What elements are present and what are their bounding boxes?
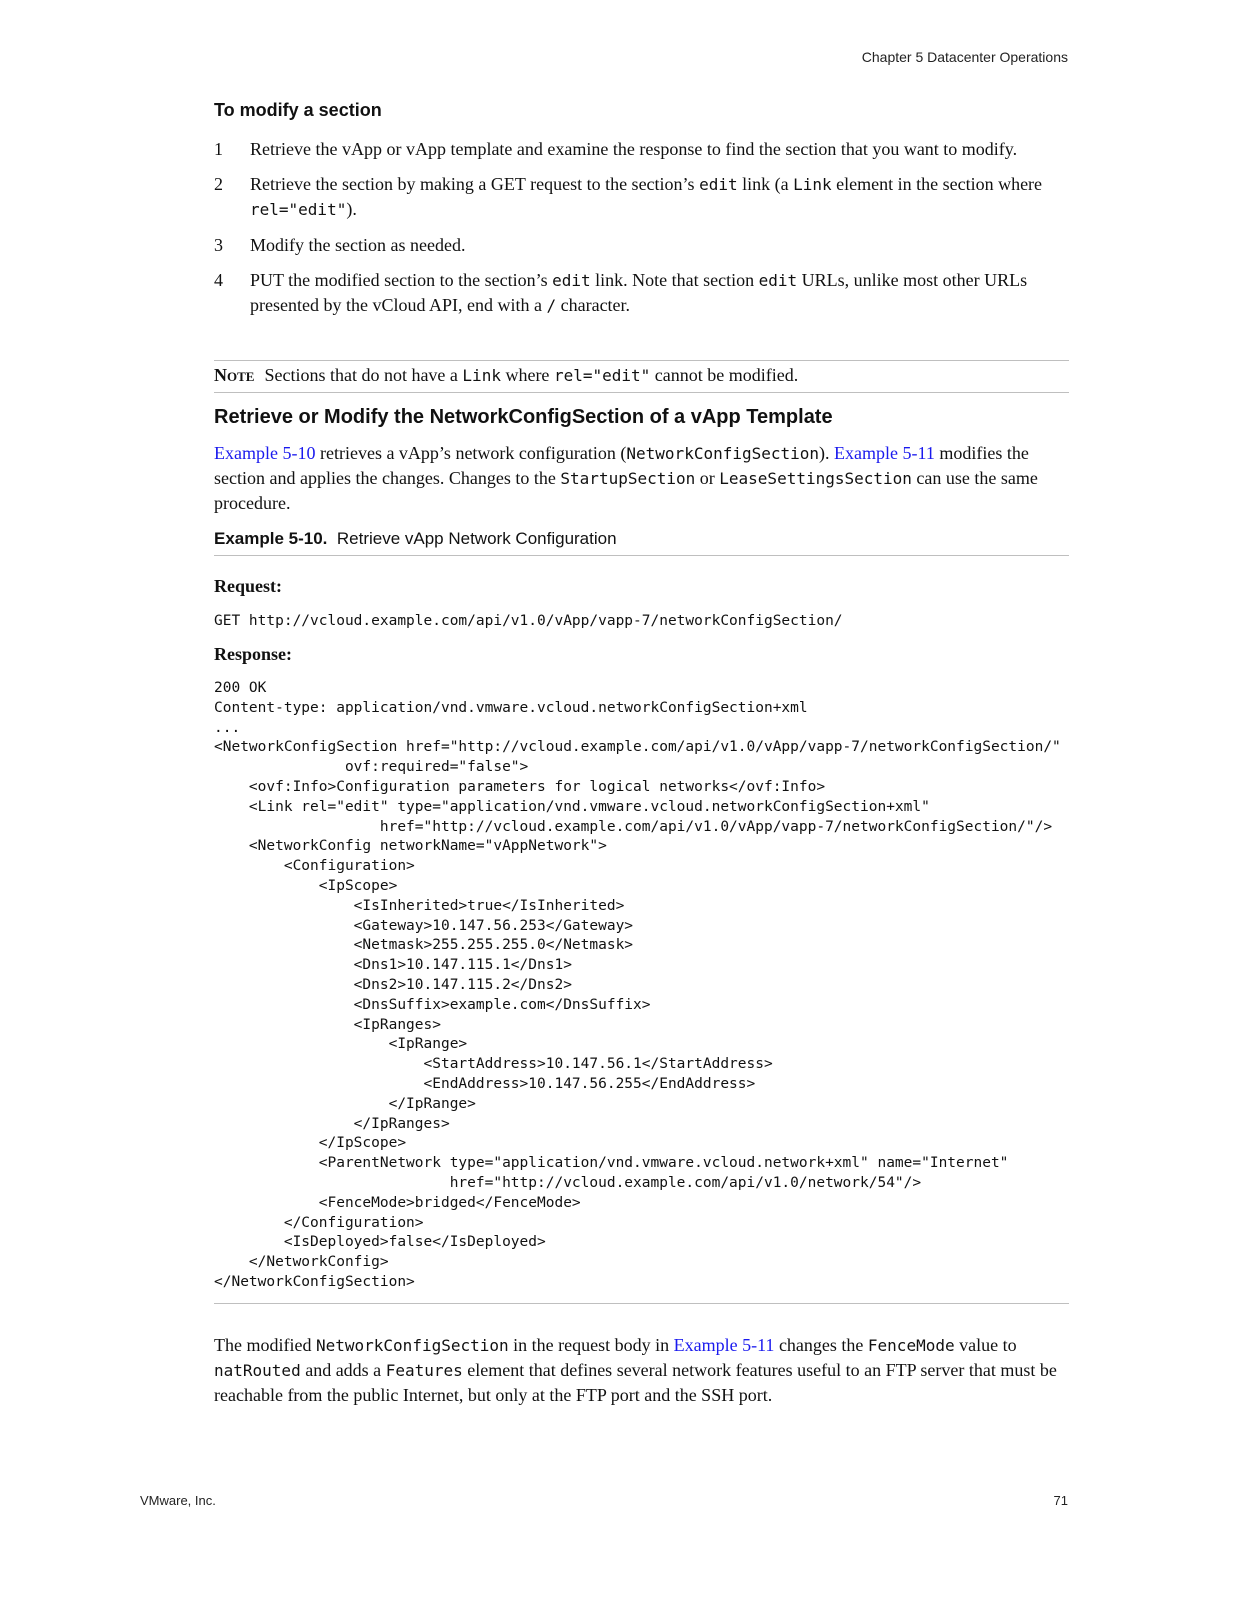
step-4 (214, 268, 1069, 318)
step-2 (214, 172, 1069, 222)
step-text: element in the section where (831, 174, 1043, 194)
intro-text: or (695, 468, 720, 488)
step-text: Retrieve the section by making a GET request to the section’s (250, 174, 700, 194)
step-text: PUT the modified section to the section’s (250, 270, 553, 290)
closing-paragraph (214, 1333, 1069, 1407)
step-1 (214, 137, 1069, 161)
inline-code: Features (385, 1361, 463, 1380)
request-code: GET http://vcloud.example.com/api/v1.0/vApp/vapp-7/networkConfigSection/ (214, 613, 843, 629)
intro-text: retrieves a vApp’s network configuration ( (315, 443, 627, 463)
intro-text: can use the same procedure. (214, 468, 1038, 513)
inline-code: rel="edit" (250, 200, 347, 219)
example-caption: Retrieve vApp Network Configuration (336, 529, 617, 548)
section-intro (214, 441, 1069, 515)
request-label (214, 576, 1069, 597)
closing-text: value to (954, 1335, 1017, 1355)
step-3 (214, 233, 1069, 257)
example-5-11-link[interactable]: Example 5-11 (834, 443, 935, 463)
request-block (214, 612, 1069, 632)
response-block (214, 679, 1069, 1293)
step-number: 1 (214, 139, 223, 159)
step-text: link (a (737, 174, 794, 194)
inline-code: edit (758, 271, 798, 290)
intro-paragraph (214, 441, 1069, 515)
step-text: character. (556, 295, 631, 315)
response-label-text: Response: (214, 644, 293, 664)
response-code: 200 OK Content-type: application/vnd.vmware.vcloud.networkConfigSection+xml ... <NetworkConfigSection href="http://vcloud.example.com/api/v1.0/vApp/vapp-7/networkConfigSection/" ovf:required="false"> <ovf:Info>Configuration parameters for logical networks</ovf:Info> <Link rel="edit" type="application/vnd.vmware.vcloud.networkConfigSection+xml" href="http://vcloud.example.com/api/v1.0/vApp/vapp-7/networkConfigSection/"/> <NetworkConfig networkName="vAppNetwork"> <Configuration> <IpScope> <IsInherited>true</IsInherited> <Gateway>10.147.56.253</Gateway> <Netmask>255.255.255.0</Netmask> <Dns1>10.147.115.1</Dns1> <Dns2>10.147.115.2</Dns2> <DnsSuffix>example.com</DnsSuffix> <IpRanges> <IpRange> <StartAddress>10.147.56.1</StartAddress> <EndAddress>10.147.56.255</EndAddress> </IpRange> </IpRanges> </IpScope> <ParentNetwork type="application/vnd.vmware.vcloud.network+xml" name="Internet" href="http://vcloud.example.com/api/v1.0/network/54"/> <FenceMode>bridged</FenceMode> </Configuration> <IsDeployed>false</IsDeployed> </NetworkConfig> </NetworkConfigSection> (214, 680, 1061, 1290)
note-text: where (500, 365, 554, 385)
page-number: 71 (1053, 1493, 1068, 1508)
step-number: 2 (214, 174, 223, 194)
closing-text: element that defines several network features useful to an FTP server that must be reachable from the public Internet, but only at the FTP port and the SSH port. (214, 1360, 1057, 1405)
inline-code: natRouted (214, 1361, 301, 1380)
step-text: ). (346, 199, 357, 219)
inline-code: NetworkConfigSection (626, 444, 820, 463)
closing-text: in the request body in (508, 1335, 674, 1355)
inline-code: NetworkConfigSection (315, 1336, 509, 1355)
example-title (214, 529, 1069, 556)
response-label (214, 644, 1069, 665)
inline-code: edit (699, 175, 738, 194)
inline-code: edit (552, 271, 591, 290)
note-text: cannot be modified. (650, 365, 799, 385)
closing-text: changes the (774, 1335, 868, 1355)
inline-code: Link (793, 175, 832, 194)
request-label-text: Request: (214, 576, 282, 596)
running-header: Chapter 5 Datacenter Operations (861, 49, 1068, 65)
example-end-rule (214, 1303, 1069, 1304)
step-text: link. Note that section (590, 270, 759, 290)
step-text: URLs, unlike most other URLs presented by the vCloud API, end with a (250, 270, 1028, 315)
procedure-heading: To modify a section (214, 100, 382, 120)
intro-text: ). (819, 443, 835, 463)
procedure-steps (214, 137, 1069, 329)
example-5-11-link[interactable]: Example 5-11 (673, 1335, 775, 1355)
note-box (214, 360, 1069, 393)
footer-company: VMware, Inc. (140, 1493, 216, 1508)
closing-text: The modified (214, 1335, 316, 1355)
inline-code: Link (462, 366, 501, 385)
intro-text: modifies the section and applies the changes. Changes to the (214, 443, 1029, 488)
step-text: Modify the section as needed. (250, 235, 466, 255)
example-5-10-link[interactable]: Example 5-10 (214, 443, 316, 463)
step-number: 3 (214, 235, 223, 255)
step-text: Retrieve the vApp or vApp template and examine the response to find the section that you want to modify. (250, 139, 1018, 159)
note-text: Sections that do not have a (264, 365, 463, 385)
inline-code: LeaseSettingsSection (719, 469, 912, 488)
closing-text: and adds a (300, 1360, 386, 1380)
step-number: 4 (214, 270, 223, 290)
inline-code: FenceMode (867, 1336, 955, 1355)
inline-code: rel="edit" (553, 366, 651, 385)
note-label: Note (214, 365, 255, 385)
example-number: Example 5-10. (214, 529, 328, 548)
section-heading: Retrieve or Modify the NetworkConfigSection of a vApp Template (214, 406, 833, 428)
inline-code: / (546, 296, 557, 315)
closing-block (214, 1333, 1069, 1407)
inline-code: StartupSection (560, 469, 696, 488)
